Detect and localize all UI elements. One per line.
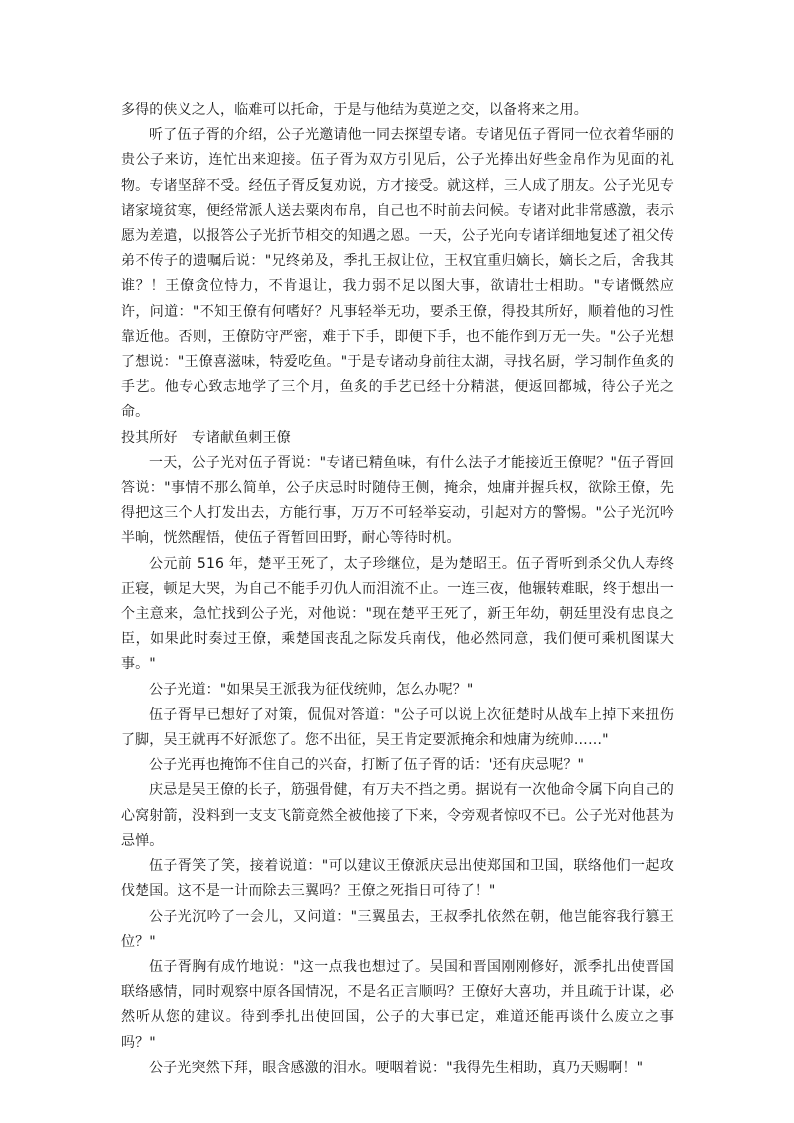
section-heading: 投其所好 专诸献鱼刺王僚 [121,429,291,446]
document-body [121,98,674,1081]
paragraph: 伍子胥笑了笑，接着说道："可以建议王僚派庆忌出使郑国和卫国，联络他们一起攻伐楚国。这不是一计而除去三翼吗？王僚之死指日可待了！" [121,858,674,900]
paragraph: 多得的侠义之人，临难可以托命，于是与他结为莫逆之交，以备将来之用。 [121,102,588,118]
paragraph: 一天，公子光对伍子胥说："专诸已精鱼味，有什么法子才能接近王僚呢？"伍子胥回答说："事情不那么简单，公子庆忌时时随侍王侧，掩余，烛庸并握兵权，欲除王僚，先得把这三个人打发出去，方能行事，万万不可轻举妄动，引起对方的警惕。"公子光沉吟半晌，恍然醒悟，使伍子胥暂回田野，耐心等待时机。 [121,454,674,547]
paragraph: 公子光突然下拜，眼含感激的泪水。哽咽着说："我得先生相助，真乃天赐啊！" [149,1059,644,1076]
paragraph: 庆忌是吴王僚的长子，筋强骨健，有万夫不挡之勇。据说有一次他命令属下向自己的心窝射箭，没料到一支支飞箭竟然全被他接了下来，令旁观者惊叹不已。公子光对他甚为忌惮。 [121,782,674,849]
paragraph: 伍子胥早已想好了对策，侃侃对答道："公子可以说上次征楚时从战车上掉下来扭伤了脚，吴王就再不好派您了。您不出征，吴王肯定要派掩余和烛庸为统帅……" [121,706,674,749]
paragraph: 公元前 516 年，楚平王死了，太子珍继位，是为楚昭王。伍子胥听到杀父仇人寿终正寝，顿足大哭，为自己不能手刃仇人而泪流不止。一连三夜，他辗转难眠，终于想出一个主意来，急忙找到公子光，对他说："现在楚平王死了，新王年幼，朝廷里没有忠良之臣，如果此时奏过王僚，乘楚国丧乱之际发兵南伐，他必然同意，我们便可乘机图谋大事。" [121,555,674,673]
paragraph: 伍子胥胸有成竹地说："这一点我也想过了。吴国和晋国刚刚修好，派季扎出使晋国联络感情，同时观察中原各国情况，不是名正言顺吗？王僚好大喜功，并且疏于计谋，必然听从您的建议。待到季扎出使回国，公子的大事已定，难道还能再谈什么废立之事吗？" [121,958,674,1051]
paragraph: 公子光沉吟了一会儿，又问道："三翼虽去，王叔季扎依然在朝，他岂能容我行篡王位？" [121,908,674,950]
paragraph: 听了伍子胥的介绍，公子光邀请他一同去探望专诸。专诸见伍子胥同一位衣着华丽的贵公子来访，连忙出来迎接。伍子胥为双方引见后，公子光捧出好些金帛作为见面的礼物。专诸坚辞不受。经伍子胥反复劝说，方才接受。就这样，三人成了朋友。公子光见专诸家境贫寒，便经常派人送去粟肉布帛，自己也不时前去问候。专诸对此非常感激，表示愿为差遣，以报答公子光折节相交的知遇之恩。一天，公子光向专诸详细地复述了祖父传弟不传子的遗嘱后说："兄终弟及，季扎王叔让位，王权宜重归嫡长，嫡长之后，舍我其谁？！王僚贪位恃力，不肯退让，我力弱不足以图大事，欲请壮士相助。"专诸慨然应许，问道："不知王僚有何嗜好？凡事轻举无功，要杀王僚，得投其所好，顺着他的习性靠近他。否则，王僚防守严密，难于下手，即便下手，也不能作到万无一失。"公子光想了想说："王僚喜滋味，特爱吃鱼。"于是专诸动身前往太湖，寻找名厨，学习制作鱼炙的手艺。他专心致志地学了三个月，鱼炙的手艺已经十分精湛，便返回都城，待公子光之命。 [121,127,674,421]
paragraph: 公子光再也掩饰不住自己的兴奋，打断了伍子胥的话：'还有庆忌呢？" [149,757,585,774]
paragraph: 公子光道："如果吴王派我为征伐统帅，怎么办呢？" [149,681,474,698]
